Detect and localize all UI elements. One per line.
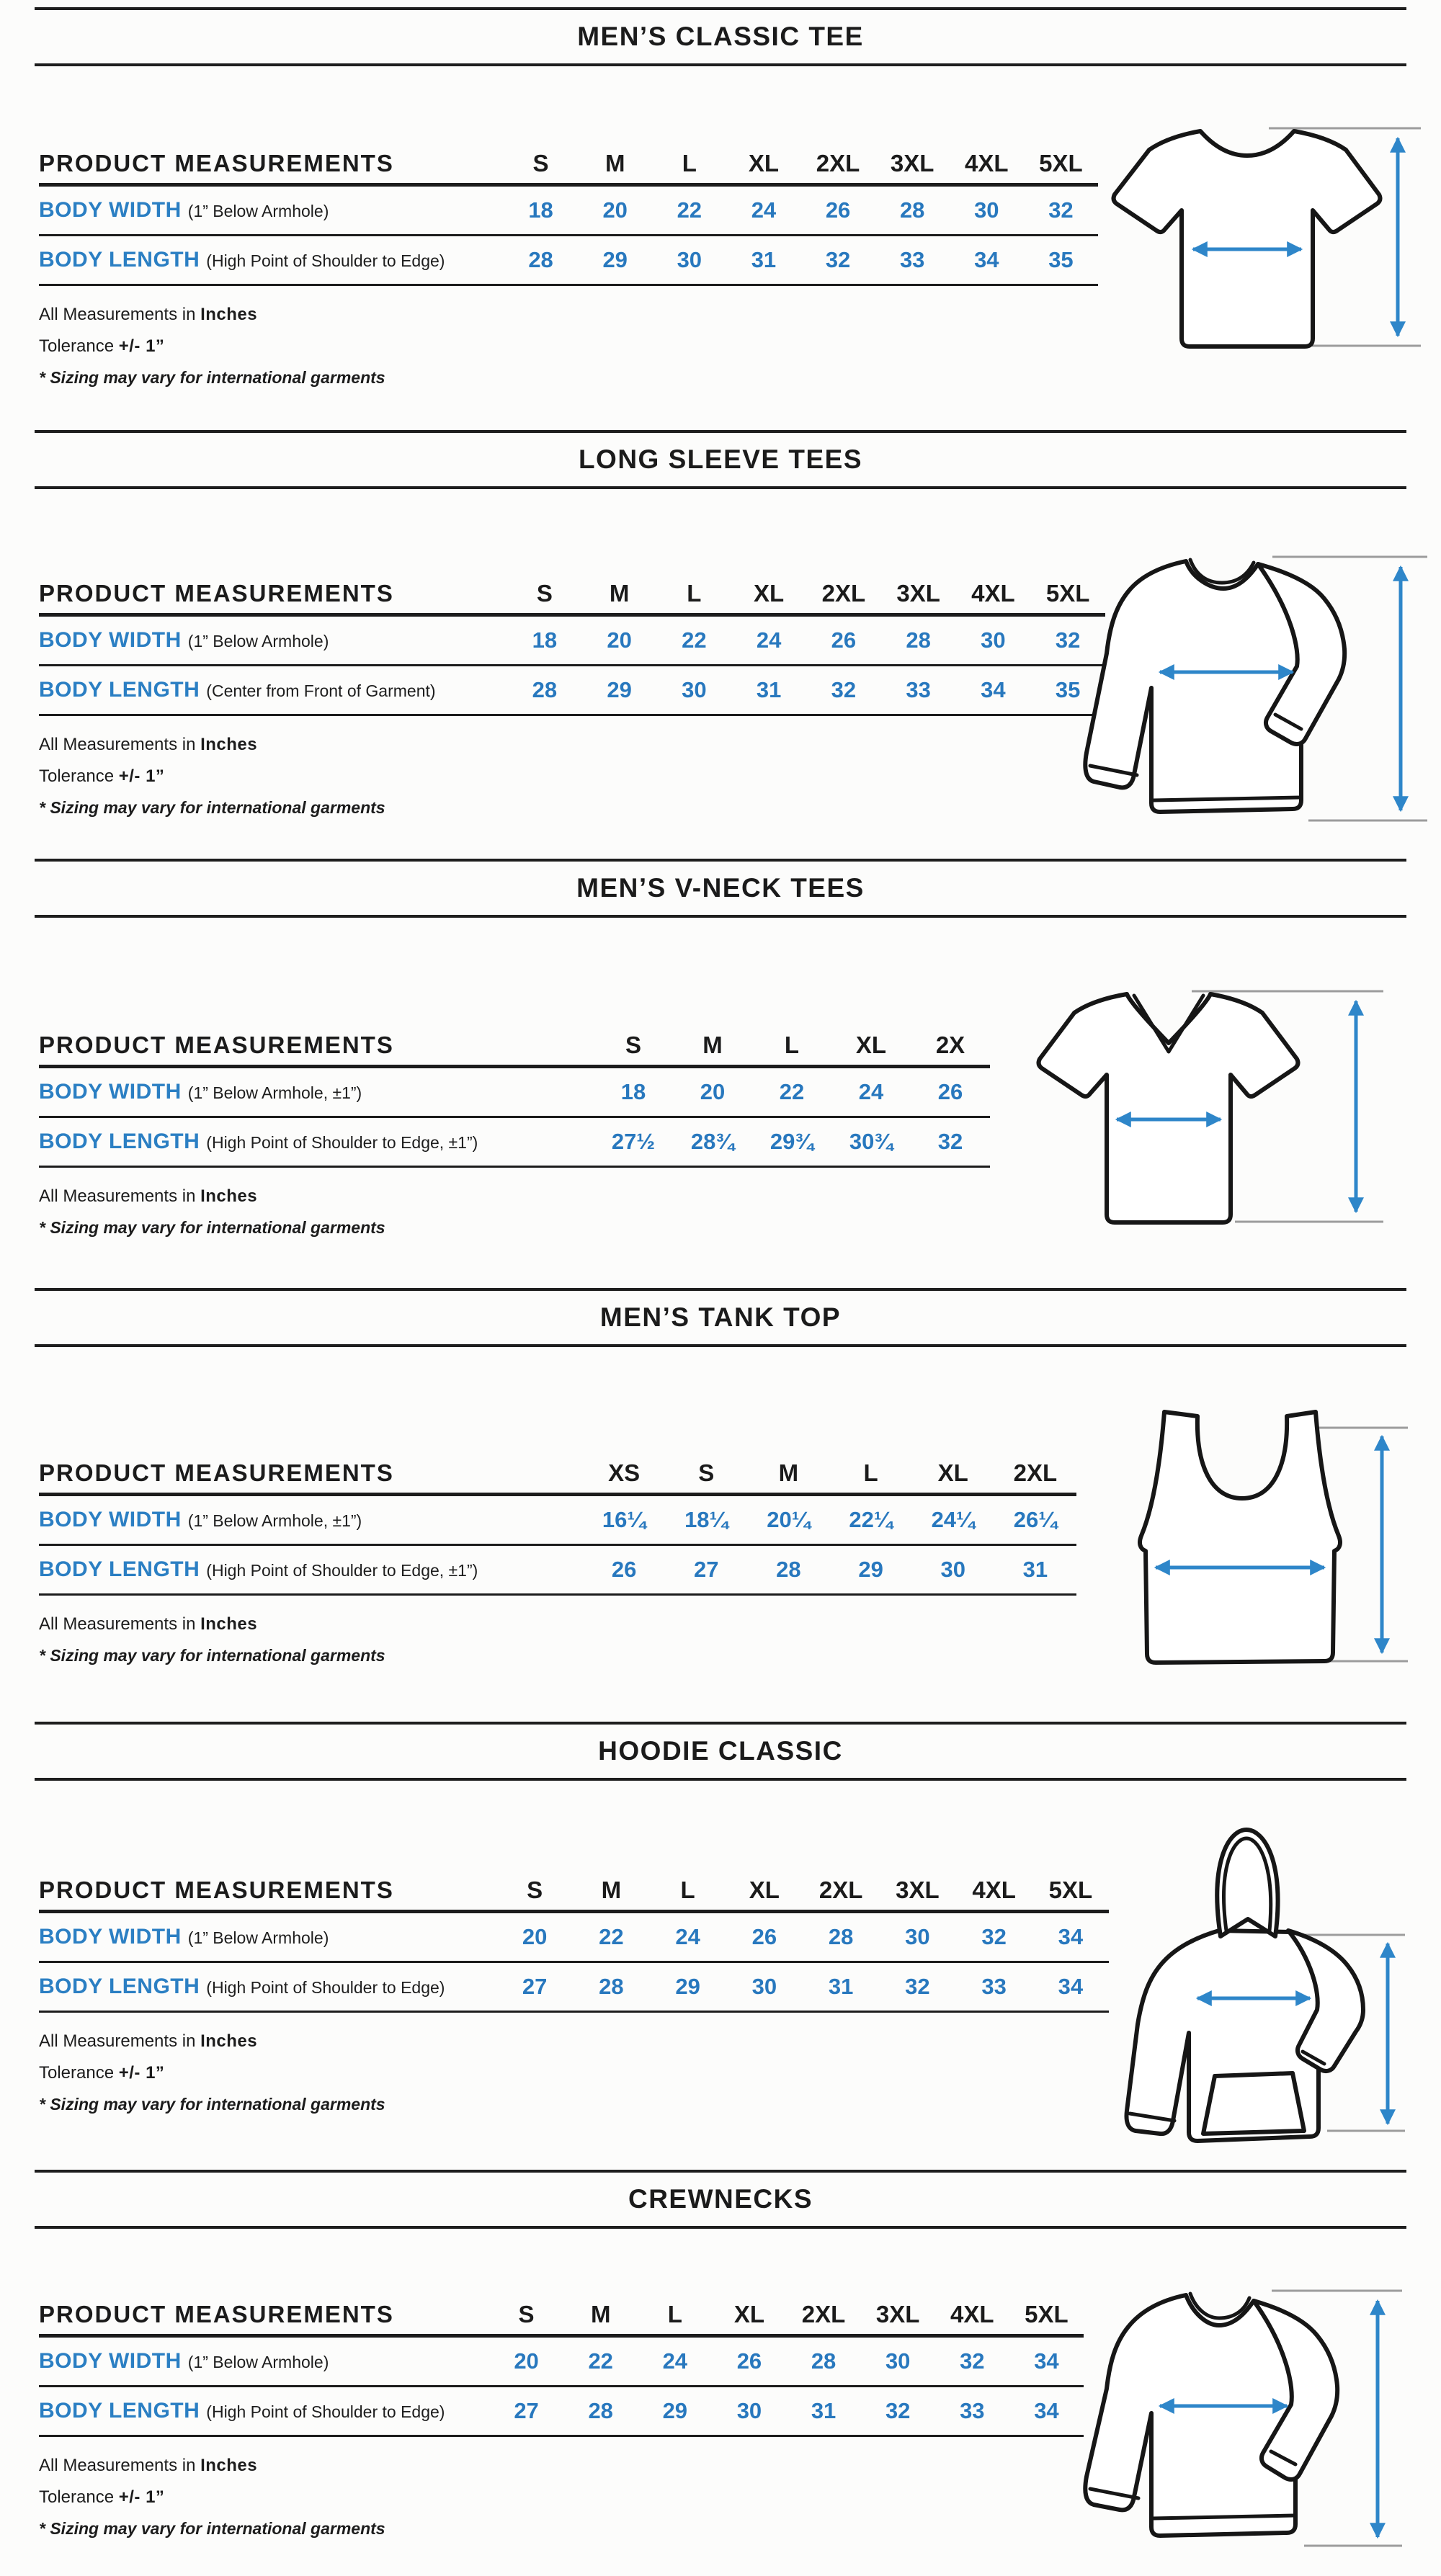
- row-label-text: BODY WIDTH: [39, 2349, 182, 2373]
- row-label-note: (High Point of Shoulder to Edge, ±1”): [206, 1561, 478, 1580]
- size-column-header: 5XL: [1039, 150, 1083, 176]
- garment-diagram: [1101, 1387, 1411, 1676]
- size-column-header: 5XL: [1045, 580, 1090, 607]
- table-row-body-width: [39, 617, 1105, 664]
- size-column-header: S: [698, 1459, 715, 1486]
- measurement-value: 22¼: [849, 1507, 893, 1532]
- table-header-row: [39, 574, 1105, 613]
- table-row-body-width: [39, 1068, 990, 1116]
- long-sleeve-tee-diagram: [1035, 515, 1429, 843]
- size-column-header: L: [682, 150, 697, 176]
- size-column-header: 3XL: [875, 2301, 920, 2327]
- measurement-value: 24: [858, 1079, 884, 1104]
- row-values: [496, 1974, 1109, 2000]
- torso-and-left-sleeve: [1085, 2295, 1295, 2536]
- row-label-note: (1” Below Armhole): [187, 2353, 329, 2371]
- torso-and-left-sleeve: [1085, 561, 1301, 812]
- measurement-value: 34: [1058, 1974, 1084, 1999]
- measurement-value: 33: [981, 1974, 1007, 1999]
- size-column-header: 4XL: [972, 1877, 1016, 1903]
- row-label-note: (1” Below Armhole, ±1”): [187, 1083, 362, 1102]
- row-label: [39, 1557, 583, 1582]
- measurements-table: [39, 1026, 990, 1238]
- measurement-value: 20¼: [767, 1507, 811, 1532]
- measurement-value: 33: [906, 677, 931, 702]
- section-long-sleeve-tees: [0, 430, 1441, 859]
- measurement-value: 30: [682, 677, 707, 702]
- size-column-header: L: [667, 2301, 682, 2327]
- measurement-value: 28: [899, 197, 925, 223]
- measurement-value: 34: [1034, 2348, 1059, 2374]
- table-row-body-length: [39, 2387, 1084, 2435]
- note-line: Tolerance +/- 1”: [39, 2487, 165, 2507]
- row-values: [594, 1129, 990, 1155]
- section-mens-classic-tee: [0, 7, 1441, 430]
- measurement-value: 28: [599, 1974, 624, 1999]
- size-column-header: 2XL: [1013, 1459, 1058, 1486]
- measurement-value: 22: [677, 197, 702, 223]
- measurement-value: 30: [974, 197, 999, 223]
- measurement-value: 30: [940, 1557, 965, 1582]
- kangaroo-pocket: [1203, 2073, 1304, 2134]
- row-label: [39, 1925, 496, 1949]
- measurement-value: 28¾: [690, 1129, 735, 1154]
- garment-diagram: [1092, 108, 1424, 367]
- size-column-header: L: [784, 1032, 800, 1058]
- notes-block: [39, 2456, 1084, 2539]
- section-divider: [35, 2226, 1406, 2229]
- measurement-value: 26¼: [1013, 1507, 1058, 1532]
- measurement-value: 29: [602, 247, 628, 272]
- measurement-value: 32: [825, 247, 851, 272]
- row-label-text: BODY LENGTH: [39, 678, 200, 702]
- measurement-value: 24: [751, 197, 777, 223]
- measurement-value: 29: [607, 677, 632, 702]
- measurement-value: 18: [528, 197, 553, 223]
- measurement-value: 34: [1058, 1924, 1084, 1949]
- measurement-value: 31: [811, 2398, 837, 2423]
- measurement-value: 22: [682, 627, 707, 653]
- measurement-value: 31: [1022, 1557, 1048, 1582]
- measurement-value: 28: [532, 677, 558, 702]
- measurement-value: 30: [981, 627, 1006, 653]
- table-row-body-length: [39, 236, 1098, 284]
- measurement-value: 32: [937, 1129, 963, 1154]
- note-line: All Measurements in Inches: [39, 2031, 258, 2051]
- section-divider: [35, 486, 1406, 489]
- measurement-value: 32: [831, 677, 857, 702]
- measurement-value: 27½: [611, 1129, 656, 1154]
- table-row-body-width: [39, 1913, 1109, 1961]
- table-row-body-length: [39, 1546, 1076, 1593]
- note-line: All Measurements in Inches: [39, 1614, 258, 1634]
- size-column-header: 2XL: [801, 2301, 846, 2327]
- measurement-value: 24: [756, 627, 782, 653]
- measurement-value: 26: [831, 627, 857, 653]
- size-column-header: M: [702, 1032, 723, 1058]
- row-values: [583, 1557, 1076, 1583]
- measurement-value: 31: [828, 1974, 854, 1999]
- section-title: MEN’S TANK TOP: [599, 1302, 842, 1332]
- measurement-value: 28: [588, 2398, 613, 2423]
- row-values: [504, 197, 1098, 223]
- measurement-value: 30: [677, 247, 702, 272]
- note-line: All Measurements in Inches: [39, 2456, 258, 2475]
- table-rule: [39, 714, 1105, 716]
- measurements-table: [39, 1454, 1076, 1665]
- row-label: [39, 1130, 594, 1154]
- notes-block: [39, 305, 1098, 388]
- row-label-text: BODY WIDTH: [39, 1080, 182, 1104]
- row-label-note: (1” Below Armhole): [187, 632, 329, 650]
- size-column-header: 3XL: [890, 150, 934, 176]
- size-column-header: 2X: [935, 1032, 965, 1058]
- size-column-header: 5XL: [1025, 2301, 1069, 2327]
- measurement-value: 34: [1034, 2398, 1059, 2423]
- tee-outline: [1114, 131, 1380, 346]
- notes-block: [39, 1614, 1076, 1665]
- size-column-header: 3XL: [896, 580, 940, 607]
- row-label-text: BODY LENGTH: [39, 1975, 200, 1998]
- garment-diagram: [1035, 515, 1429, 843]
- measurement-value: 22: [599, 1924, 624, 1949]
- row-values: [594, 1079, 990, 1105]
- measurement-value: 32: [1055, 627, 1081, 653]
- note-line: * Sizing may vary for international garments: [39, 1218, 385, 1237]
- size-column-header: L: [680, 1877, 695, 1903]
- note-line: All Measurements in Inches: [39, 735, 258, 754]
- row-values: [489, 2398, 1084, 2424]
- measurement-value: 24: [662, 2348, 688, 2374]
- table-rule: [39, 2435, 1084, 2437]
- table-header-label: PRODUCT MEASUREMENTS: [39, 1459, 394, 1486]
- size-column-header: 4XL: [971, 580, 1015, 607]
- row-label: [39, 1508, 583, 1532]
- measurement-value: 18: [620, 1079, 646, 1104]
- measurement-value: 27: [522, 1974, 548, 1999]
- measurement-value: 20: [602, 197, 628, 223]
- classic-tee-diagram: [1092, 108, 1424, 367]
- measurements-table: [39, 1871, 1109, 2114]
- measurement-value: 24¼: [931, 1507, 975, 1532]
- size-column-header: S: [518, 2301, 535, 2327]
- size-header-cells: [489, 2301, 1084, 2328]
- size-header-cells: [496, 1877, 1109, 1904]
- measurement-value: 31: [751, 247, 777, 272]
- table-header-row: [39, 144, 1098, 183]
- measurement-value: 30: [885, 2348, 911, 2374]
- size-column-header: XS: [608, 1459, 641, 1486]
- measurement-value: 22: [779, 1079, 805, 1104]
- measurement-value: 26: [736, 2348, 762, 2374]
- row-values: [489, 2348, 1084, 2374]
- table-header-row: [39, 1871, 1109, 1910]
- measurement-value: 29¾: [769, 1129, 814, 1154]
- table-rule: [39, 1593, 1076, 1596]
- table-header-label: PRODUCT MEASUREMENTS: [39, 580, 394, 607]
- measurement-value: 18¼: [684, 1507, 728, 1532]
- section-title: CREWNECKS: [628, 2184, 813, 2214]
- note-line: Tolerance +/- 1”: [39, 336, 165, 356]
- note-line: * Sizing may vary for international garments: [39, 368, 385, 387]
- measurement-value: 33: [899, 247, 925, 272]
- measurement-value: 26: [937, 1079, 963, 1104]
- v-neck-tee-diagram: [1012, 968, 1386, 1242]
- table-header-row: [39, 2295, 1084, 2334]
- tank-top-diagram: [1101, 1387, 1411, 1676]
- size-header-cells: [504, 150, 1098, 177]
- measurement-value: 28: [776, 1557, 801, 1582]
- table-row-body-length: [39, 1118, 990, 1166]
- row-values: [583, 1507, 1076, 1533]
- note-line: All Measurements in Inches: [39, 1186, 258, 1206]
- measurement-value: 20: [607, 627, 632, 653]
- size-header-cells: [583, 1459, 1076, 1487]
- size-header-cells: [507, 580, 1105, 607]
- measurement-value: 26: [825, 197, 851, 223]
- table-header-label: PRODUCT MEASUREMENTS: [39, 150, 394, 176]
- row-label: [39, 248, 504, 272]
- table-rule: [39, 284, 1098, 286]
- row-label-text: BODY LENGTH: [39, 2399, 200, 2423]
- section-title: HOODIE CLASSIC: [598, 1736, 843, 1766]
- measurement-value: 30¾: [849, 1129, 893, 1154]
- measurement-value: 35: [1055, 677, 1081, 702]
- size-column-header: M: [590, 2301, 611, 2327]
- notes-block: [39, 2031, 1109, 2114]
- notes-block: [39, 1186, 990, 1238]
- measurement-value: 30: [905, 1924, 930, 1949]
- row-label-note: (Center from Front of Garment): [206, 681, 436, 700]
- garment-diagram: [1045, 2255, 1405, 2564]
- measurement-value: 32: [905, 1974, 930, 1999]
- row-label: [39, 2399, 489, 2423]
- measurement-value: 16¼: [602, 1507, 646, 1532]
- section-hoodie-classic: [0, 1722, 1441, 2170]
- measurement-value: 26: [611, 1557, 637, 1582]
- size-column-header: S: [625, 1032, 641, 1058]
- table-row-body-length: [39, 666, 1105, 714]
- row-label: [39, 198, 504, 223]
- measurement-value: 32: [981, 1924, 1007, 1949]
- measurement-value: 30: [751, 1974, 777, 1999]
- measurement-value: 27: [694, 1557, 719, 1582]
- measurement-value: 35: [1048, 247, 1074, 272]
- row-label-note: (High Point of Shoulder to Edge): [206, 251, 445, 270]
- table-header-row: [39, 1026, 990, 1065]
- notes-block: [39, 735, 1105, 818]
- size-column-header: 2XL: [821, 580, 866, 607]
- row-label: [39, 678, 507, 702]
- section-title: MEN’S CLASSIC TEE: [577, 22, 864, 51]
- table-row-body-width: [39, 2338, 1084, 2385]
- hoodie-diagram: [1082, 1810, 1406, 2154]
- measurement-value: 28: [828, 1924, 854, 1949]
- section-title: LONG SLEEVE TEES: [578, 444, 863, 474]
- size-column-header: XL: [749, 1877, 780, 1903]
- measurement-value: 22: [588, 2348, 613, 2374]
- row-label-note: (High Point of Shoulder to Edge): [206, 1978, 445, 1997]
- note-line: Tolerance +/- 1”: [39, 766, 165, 786]
- row-label-text: BODY WIDTH: [39, 198, 182, 222]
- row-values: [507, 627, 1105, 653]
- section-divider: [35, 63, 1406, 66]
- row-label-note: (1” Below Armhole): [187, 202, 329, 220]
- measurement-value: 26: [751, 1924, 777, 1949]
- section-mens-tank-top: [0, 1288, 1441, 1722]
- section-divider: [35, 1344, 1406, 1347]
- measurement-value: 24: [675, 1924, 700, 1949]
- measurement-value: 32: [885, 2398, 911, 2423]
- size-column-header: XL: [748, 150, 780, 176]
- measurement-value: 29: [858, 1557, 883, 1582]
- size-column-header: M: [601, 1877, 622, 1903]
- section-title: MEN’S V-NECK TEES: [576, 873, 865, 903]
- row-label: [39, 1080, 594, 1104]
- section-divider: [35, 1778, 1406, 1781]
- table-header-label: PRODUCT MEASUREMENTS: [39, 1032, 394, 1058]
- table-row-body-length: [39, 1963, 1109, 2011]
- size-column-header: 5XL: [1048, 1877, 1093, 1903]
- table-header-label: PRODUCT MEASUREMENTS: [39, 2301, 394, 2327]
- measurement-value: 18: [532, 627, 558, 653]
- size-column-header: XL: [733, 2301, 765, 2327]
- note-line: Tolerance +/- 1”: [39, 2063, 165, 2083]
- size-column-header: 4XL: [965, 150, 1009, 176]
- size-column-header: XL: [937, 1459, 968, 1486]
- table-header-label: PRODUCT MEASUREMENTS: [39, 1877, 394, 1903]
- size-header-cells: [594, 1032, 990, 1059]
- size-column-header: S: [536, 580, 553, 607]
- garment-diagram: [1082, 1810, 1406, 2154]
- garment-diagram: [1012, 968, 1386, 1242]
- measurements-table: [39, 2295, 1084, 2539]
- size-column-header: S: [527, 1877, 543, 1903]
- size-column-header: XL: [754, 580, 785, 607]
- table-header-row: [39, 1454, 1076, 1493]
- crewneck-diagram: [1045, 2255, 1405, 2564]
- row-label-text: BODY LENGTH: [39, 1130, 200, 1153]
- measurement-value: 29: [675, 1974, 700, 1999]
- note-line: * Sizing may vary for international garments: [39, 798, 385, 817]
- size-column-header: L: [863, 1459, 878, 1486]
- measurement-value: 20: [522, 1924, 548, 1949]
- size-column-header: 4XL: [950, 2301, 994, 2327]
- row-values: [507, 677, 1105, 703]
- measurement-value: 34: [981, 677, 1006, 702]
- row-label-note: (High Point of Shoulder to Edge, ±1”): [206, 1133, 478, 1152]
- row-label: [39, 628, 507, 653]
- section-divider: [35, 915, 1406, 918]
- row-label-text: BODY LENGTH: [39, 248, 200, 272]
- measurement-value: 20: [700, 1079, 726, 1104]
- size-column-header: 3XL: [896, 1877, 940, 1903]
- row-label-note: (1” Below Armhole): [187, 1928, 329, 1947]
- size-column-header: M: [609, 580, 630, 607]
- measurement-value: 32: [960, 2348, 985, 2374]
- note-line: * Sizing may vary for international garments: [39, 1646, 385, 1665]
- measurements-table: [39, 144, 1098, 388]
- measurement-value: 32: [1048, 197, 1074, 223]
- size-column-header: 2XL: [816, 150, 860, 176]
- measurement-value: 27: [514, 2398, 539, 2423]
- table-row-body-width: [39, 187, 1098, 234]
- row-label-note: (High Point of Shoulder to Edge): [206, 2402, 445, 2421]
- table-row-body-width: [39, 1496, 1076, 1544]
- row-values: [496, 1924, 1109, 1950]
- note-line: All Measurements in Inches: [39, 305, 258, 324]
- measurements-table: [39, 574, 1105, 818]
- measurement-value: 28: [528, 247, 553, 272]
- measurement-value: 28: [906, 627, 931, 653]
- v-neck-outline: [1039, 994, 1298, 1222]
- measurement-value: 28: [811, 2348, 837, 2374]
- measurement-value: 31: [756, 677, 782, 702]
- section-crewnecks: [0, 2170, 1441, 2576]
- table-rule: [39, 1166, 990, 1168]
- row-label-note: (1” Below Armhole, ±1”): [187, 1511, 362, 1530]
- size-column-header: 2XL: [818, 1877, 863, 1903]
- row-label: [39, 1975, 496, 1999]
- row-label-text: BODY WIDTH: [39, 628, 182, 652]
- row-label-text: BODY WIDTH: [39, 1508, 182, 1531]
- size-column-header: S: [532, 150, 549, 176]
- tank-top-outline: [1140, 1412, 1340, 1663]
- size-column-header: XL: [855, 1032, 887, 1058]
- table-rule: [39, 2011, 1109, 2013]
- row-label-text: BODY WIDTH: [39, 1925, 182, 1949]
- size-column-header: M: [604, 150, 625, 176]
- size-column-header: L: [687, 580, 702, 607]
- measurement-value: 34: [974, 247, 999, 272]
- measurement-value: 29: [662, 2398, 688, 2423]
- row-label: [39, 2349, 489, 2374]
- measurement-value: 33: [960, 2398, 985, 2423]
- row-values: [504, 247, 1098, 273]
- section-mens-v-neck-tees: [0, 859, 1441, 1288]
- note-line: * Sizing may vary for international garments: [39, 2095, 385, 2114]
- size-column-header: M: [778, 1459, 799, 1486]
- note-line: * Sizing may vary for international garments: [39, 2519, 385, 2538]
- measurement-value: 30: [736, 2398, 762, 2423]
- row-label-text: BODY LENGTH: [39, 1557, 200, 1581]
- measurement-value: 20: [514, 2348, 539, 2374]
